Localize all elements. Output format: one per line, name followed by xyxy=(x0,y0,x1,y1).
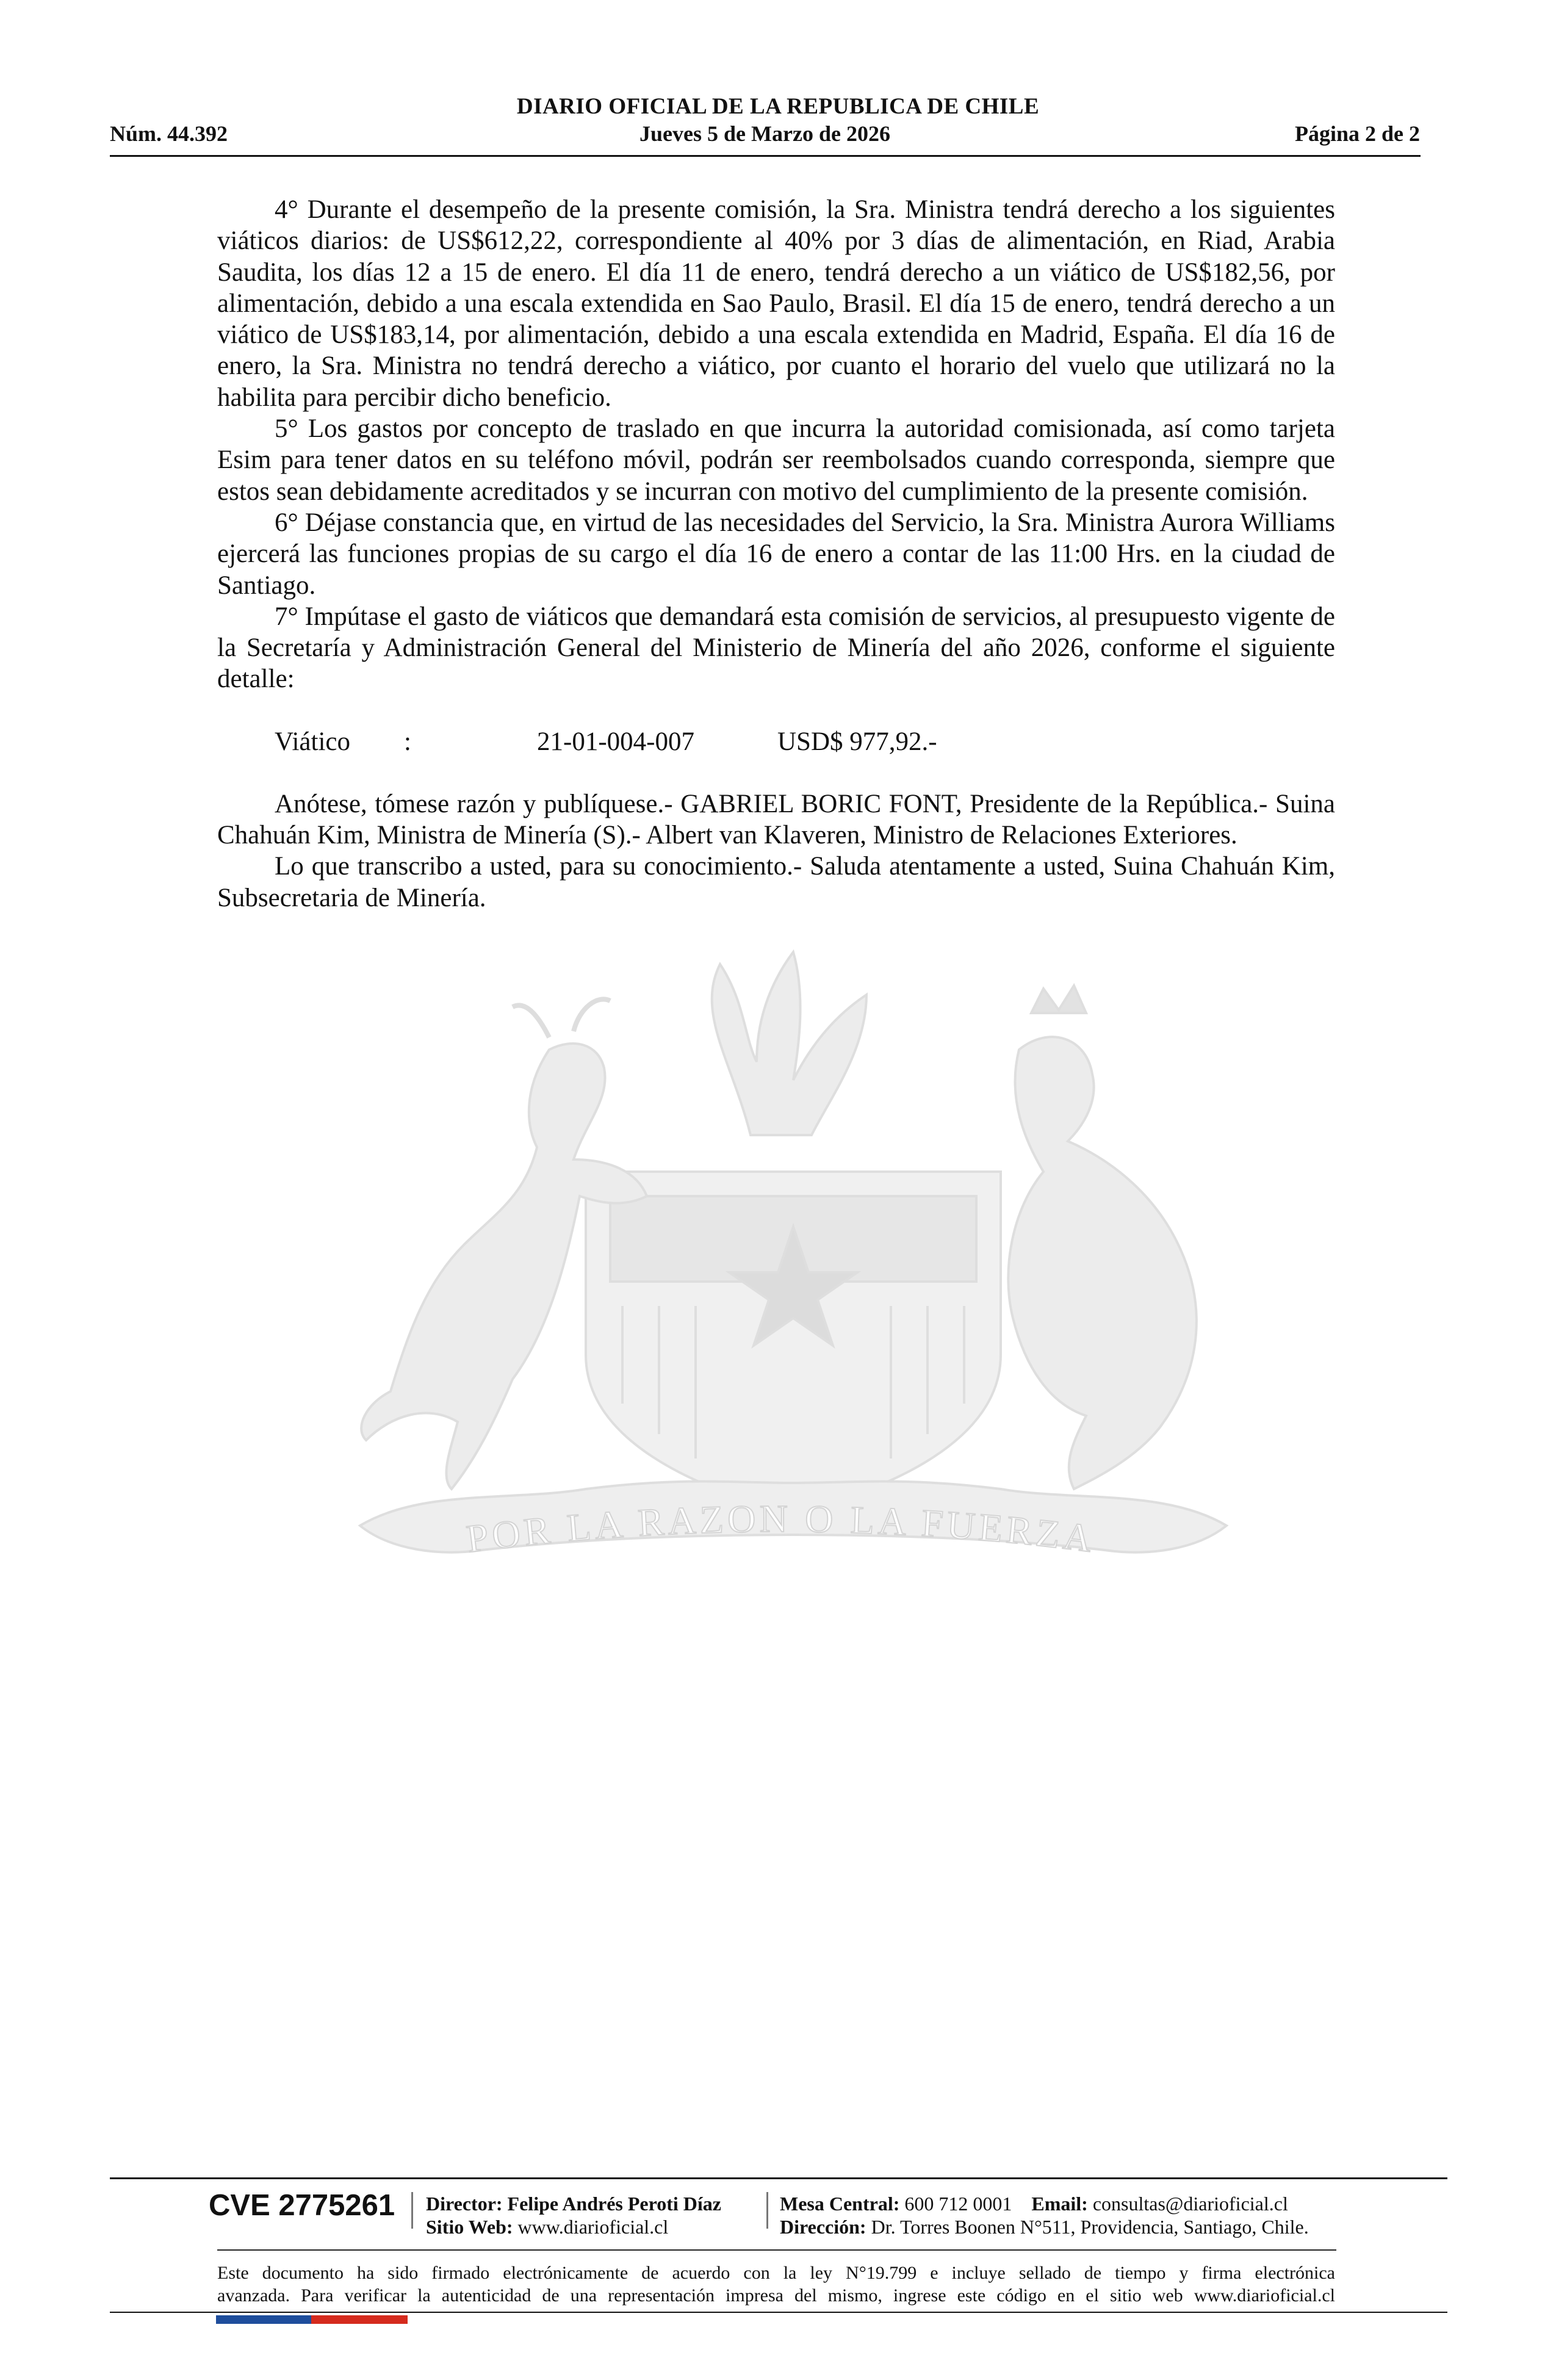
paragraph-5: 5° Los gastos por concepto de traslado en que incurra la autoridad comisionada, así como tarjeta Esim para tener datos en su teléfono móvil, podrán ser reembolsados cuando corresponda, siempre que estos sean debidamente acreditados y se incurran con motivo del cumplimiento de la presente comisión. xyxy=(217,414,1335,506)
coat-of-arms-icon xyxy=(207,940,1355,1587)
cve-code: CVE 2775261 xyxy=(209,2189,395,2222)
issue-date: Jueves 5 de Marzo de 2026 xyxy=(639,121,890,146)
footer-divider-top xyxy=(110,2177,1447,2179)
address-text: Dr. Torres Boonen N°511, Providencia, Santiago, Chile. xyxy=(871,2216,1309,2238)
header-divider xyxy=(110,155,1421,157)
flag-red-segment xyxy=(311,2315,408,2324)
budget-separator: : xyxy=(404,727,411,756)
email-label: Email: xyxy=(1031,2193,1088,2215)
paragraph-7: 7° Impútase el gasto de viáticos que demandará esta comisión de servicios, al presupuesto vigente de la Secretaría y Administración General del Ministerio de Minería del año 2026, conforme el siguiente detalle: xyxy=(217,602,1335,694)
footer-divider-middle xyxy=(217,2249,1336,2251)
mesa-label: Mesa Central: xyxy=(780,2193,900,2215)
header-row xyxy=(110,121,1420,151)
email-link[interactable]: consultas@diarioficial.cl xyxy=(1092,2193,1288,2215)
mesa-phone: 600 712 0001 xyxy=(904,2193,1012,2215)
website-link[interactable]: www.diarioficial.cl xyxy=(517,2216,669,2238)
page-indicator: Página 2 de 2 xyxy=(1294,121,1420,146)
publication-title: DIARIO OFICIAL DE LA REPUBLICA DE CHILE xyxy=(516,94,1040,119)
legal-notice xyxy=(217,2262,1335,2307)
issue-number: Núm. 44.392 xyxy=(110,121,228,146)
budget-amount: USD$ 977,92.- xyxy=(777,727,937,756)
address-label: Dirección: xyxy=(780,2216,866,2238)
director-label: Director: xyxy=(426,2193,503,2215)
flag-stripe xyxy=(216,2315,408,2324)
footer-divider-bottom xyxy=(110,2312,1447,2313)
paragraph-4: 4° Durante el desempeño de la presente comisión, la Sra. Ministra tendrá derecho a los siguientes viáticos diarios: de US$612,22, correspondiente al 40% por 3 días de alimentación, en Riad, Arabia Saudita, los días 12 a 15 de enero. El día 11 de enero, tendrá derecho a un viático de US$182,56, por alimentación, debido a una escala extendida en Sao Paulo, Brasil. El día 15 de enero, tendrá derecho a un viático de US$183,14, por alimentación, debido a una escala extendida en Madrid, España. El día 16 de enero, la Sra. Ministra no tendrá derecho a viático, por cuanto el horario del vuelo que utilizará no la habilita para percibir dicho beneficio. xyxy=(217,195,1335,412)
closing-paragraph: Anótese, tómese razón y publíquese.- GABRIEL BORIC FONT, Presidente de la República.- Suina Chahuán Kim, Ministra de Minería (S).- Albert van Klaveren, Ministro de Relaciones Exteriores. xyxy=(217,789,1335,850)
footer-contact-block xyxy=(780,2192,1309,2238)
director-name: Felipe Andrés Peroti Díaz xyxy=(507,2193,721,2215)
footer-director-block xyxy=(426,2192,721,2238)
website-label: Sitio Web: xyxy=(426,2216,513,2238)
budget-label: Viático xyxy=(275,727,350,756)
legal-line-2: avanzada. Para verificar la autenticidad de una representación impresa del mismo, ingrese este código en el sitio web www.diarioficial.cl xyxy=(217,2285,1335,2306)
flag-blue-segment xyxy=(216,2315,311,2324)
budget-line xyxy=(217,726,1335,757)
motto-text: POR LA RAZON O LA FUERZA xyxy=(464,1496,1098,1561)
transcription-paragraph: Lo que transcribo a usted, para su conocimiento.- Saluda atentamente a usted, Suina Chahuán Kim, Subsecretaria de Minería. xyxy=(217,852,1335,912)
document-body xyxy=(217,194,1335,914)
legal-line-1: Este documento ha sido firmado electrónicamente de acuerdo con la ley N°19.799 e incluye sellado de tiempo y firma electrónica xyxy=(217,2263,1335,2283)
footer-separator xyxy=(411,2192,413,2229)
paragraph-6: 6° Déjase constancia que, en virtud de las necesidades del Servicio, la Sra. Ministra Aurora Williams ejercerá las funciones propias de su cargo el día 16 de enero a contar de las 11:00 Hrs. en la ciudad de Santiago. xyxy=(217,508,1335,600)
budget-code: 21-01-004-007 xyxy=(537,727,694,756)
footer-separator xyxy=(766,2192,768,2229)
